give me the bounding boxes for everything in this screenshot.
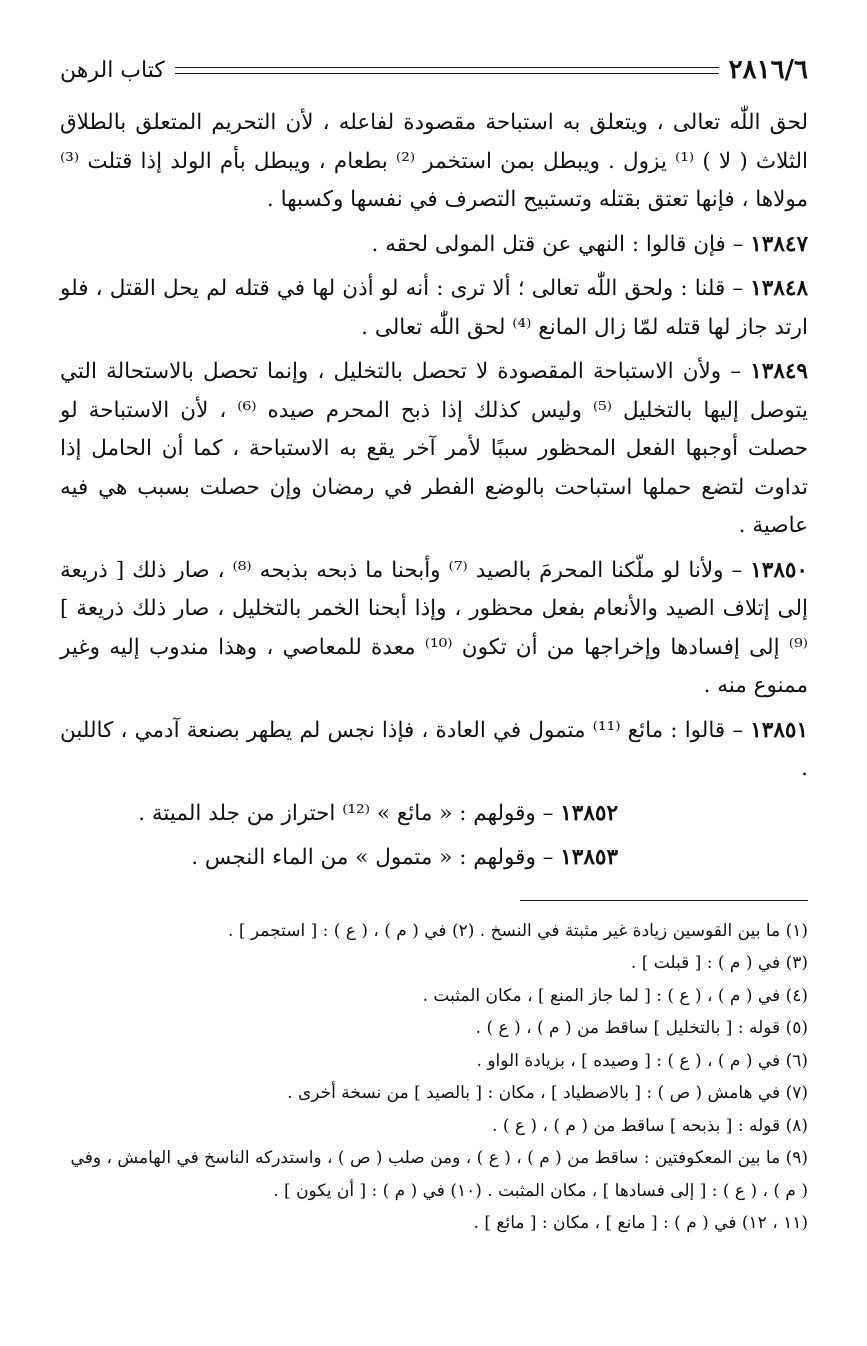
page-number: ٢٨١٦/٦ — [728, 55, 808, 85]
footnote-line: (٤) في ( م ) ، ( ع ) : [ لما جاز المنع ] ، مكان المثبت . — [422, 985, 808, 1006]
footnotes — [60, 915, 808, 1240]
paragraph-text: – ولأنا لو ملّكنا المحرمَ بالصيد ⁽⁷⁾ وأبحنا ما ذبحه بذبحه ⁽⁸⁾ ، صار ذلك [ ذريعة إلى إتلاف الصيد والأنعام بفعل محظور ، وإذا أبحنا الخمر بالتخليل ، صار ذلك ذريعة ] ⁽⁹⁾ إلى إفسادها وإخراجها من أن تكون ⁽¹⁰⁾ معدة للمعاصي ، وهذا مندوب إليه وغير ممنوع منه . — [60, 557, 808, 698]
paragraph-13849 — [60, 353, 808, 546]
book-title: كتاب الرهن — [60, 57, 165, 83]
running-header — [60, 50, 808, 90]
paragraph-13851 — [60, 712, 808, 789]
footnote-line: (٩) ما بين المعكوفتين : ساقط من ( م ) ، ( ع ) ، ومن صلب ( ص ) ، واستدركه الناسخ في الهامش ، وفي — [70, 1148, 808, 1168]
paragraph-continuation — [60, 104, 808, 220]
paragraph-text: – ولأن الاستباحة المقصودة لا تحصل بالتخليل ، وإنما تحصل بالاستحالة التي يتوصل إليها بالتخليل ⁽⁵⁾ وليس كذلك إذا ذبح المحرم صيده ⁽⁶⁾ ، لأن الاستباحة لو حصلت أوجبها الفعل المحظور سببًا لأمر آخر يقع به الاستباحة ، كما أن الحامل إذا تداوت لتضع حملها استباحت بالوضع الفطر في رمضان وإن حصلت بسبب هي فيه عاصية . — [60, 359, 809, 538]
paragraph-13847 — [60, 226, 808, 265]
footnote-line: ( م ) ، ( ع ) : [ إلى فسادها ] ، مكان المثبت . (١٠) في ( م ) : [ أن يكون ] . — [273, 1180, 808, 1201]
paragraph-number: ١٣٨٤٨ — [750, 276, 808, 301]
paragraph-13848 — [60, 270, 808, 347]
footnote-line: (٣) في ( م ) : [ قبلت ] . — [630, 953, 808, 973]
paragraph-13852 — [60, 795, 808, 834]
paragraph-number: ١٣٨٥١ — [750, 717, 808, 743]
paragraph-text: – قالوا : مائع ⁽¹¹⁾ متمول في العادة ، فإذا نجس لم يطهر بصنعة آدمي ، كاللبن . — [60, 717, 808, 781]
footnote-line: (٦) في ( م ) ، ( ع ) : [ وصيده ] ، بزيادة الواو . — [476, 1050, 808, 1071]
paragraph-number: ١٣٨٤٧ — [750, 231, 808, 257]
paragraph-text: لحق اللّٰه تعالى ، ويتعلق به استباحة مقصودة لفاعله ، لأن التحريم المتعلق بالطلاق الثلاث ( لا ) ⁽¹⁾ يزول . ويبطل بمن استخمر ⁽²⁾ بطعام ، ويبطل بأم الولد إذا قتلت ⁽³⁾ مولاها ، فإنها تعتق بقتله وتستبيح التصرف في نفسها وكسبها . — [60, 110, 808, 212]
footnote-line: (١) ما بين القوسين زيادة غير مثبتة في النسخ . (٢) في ( م ) ، ( ع ) : [ استجمر ] . — [228, 920, 808, 941]
paragraph-text: – وقولهم : « متمول » من الماء النجس . — [191, 845, 554, 870]
paragraph-number: ١٣٨٥٠ — [750, 557, 808, 583]
paragraph-number: ١٣٨٥٣ — [560, 845, 618, 870]
footnote-line: (٧) في هامش ( ص ) : [ بالاصطياد ] ، مكان : [ بالصيد ] من نسخة أخرى . — [287, 1083, 808, 1103]
paragraph-13853 — [60, 839, 808, 878]
footnote-line: (٨) قوله : [ بذبحه ] ساقط من ( م ) ، ( ع ) . — [492, 1115, 808, 1136]
footnote-separator — [520, 900, 808, 901]
paragraph-text: – قلنا : ولحق اللّٰه تعالى ؛ ألا ترى : أنه لو أذن لها في قتله لم يحل القتل ، فلو ارتد جاز لها قتله لمّا زال المانع ⁽⁴⁾ لحق اللّٰه تعالى . — [60, 276, 808, 340]
footnote-line: (١١ ، ١٢) في ( م ) : [ مانع ] ، مكان : [ مائع ] . — [473, 1213, 808, 1233]
paragraph-text: – وقولهم : « مائع » ⁽¹²⁾ احتراز من جلد الميتة . — [138, 800, 554, 826]
paragraph-text: – فإن قالوا : النهي عن قتل المولى لحقه . — [371, 231, 744, 257]
body-text — [60, 104, 808, 878]
paragraph-number: ١٣٨٤٩ — [750, 359, 808, 384]
document-page — [60, 50, 808, 1240]
paragraph-number: ١٣٨٥٢ — [560, 800, 618, 826]
header-rule — [175, 67, 719, 74]
footnote-line: (٥) قوله : [ بالتخليل ] ساقط من ( م ) ، ( ع ) . — [475, 1018, 808, 1038]
paragraph-13850 — [60, 552, 808, 706]
